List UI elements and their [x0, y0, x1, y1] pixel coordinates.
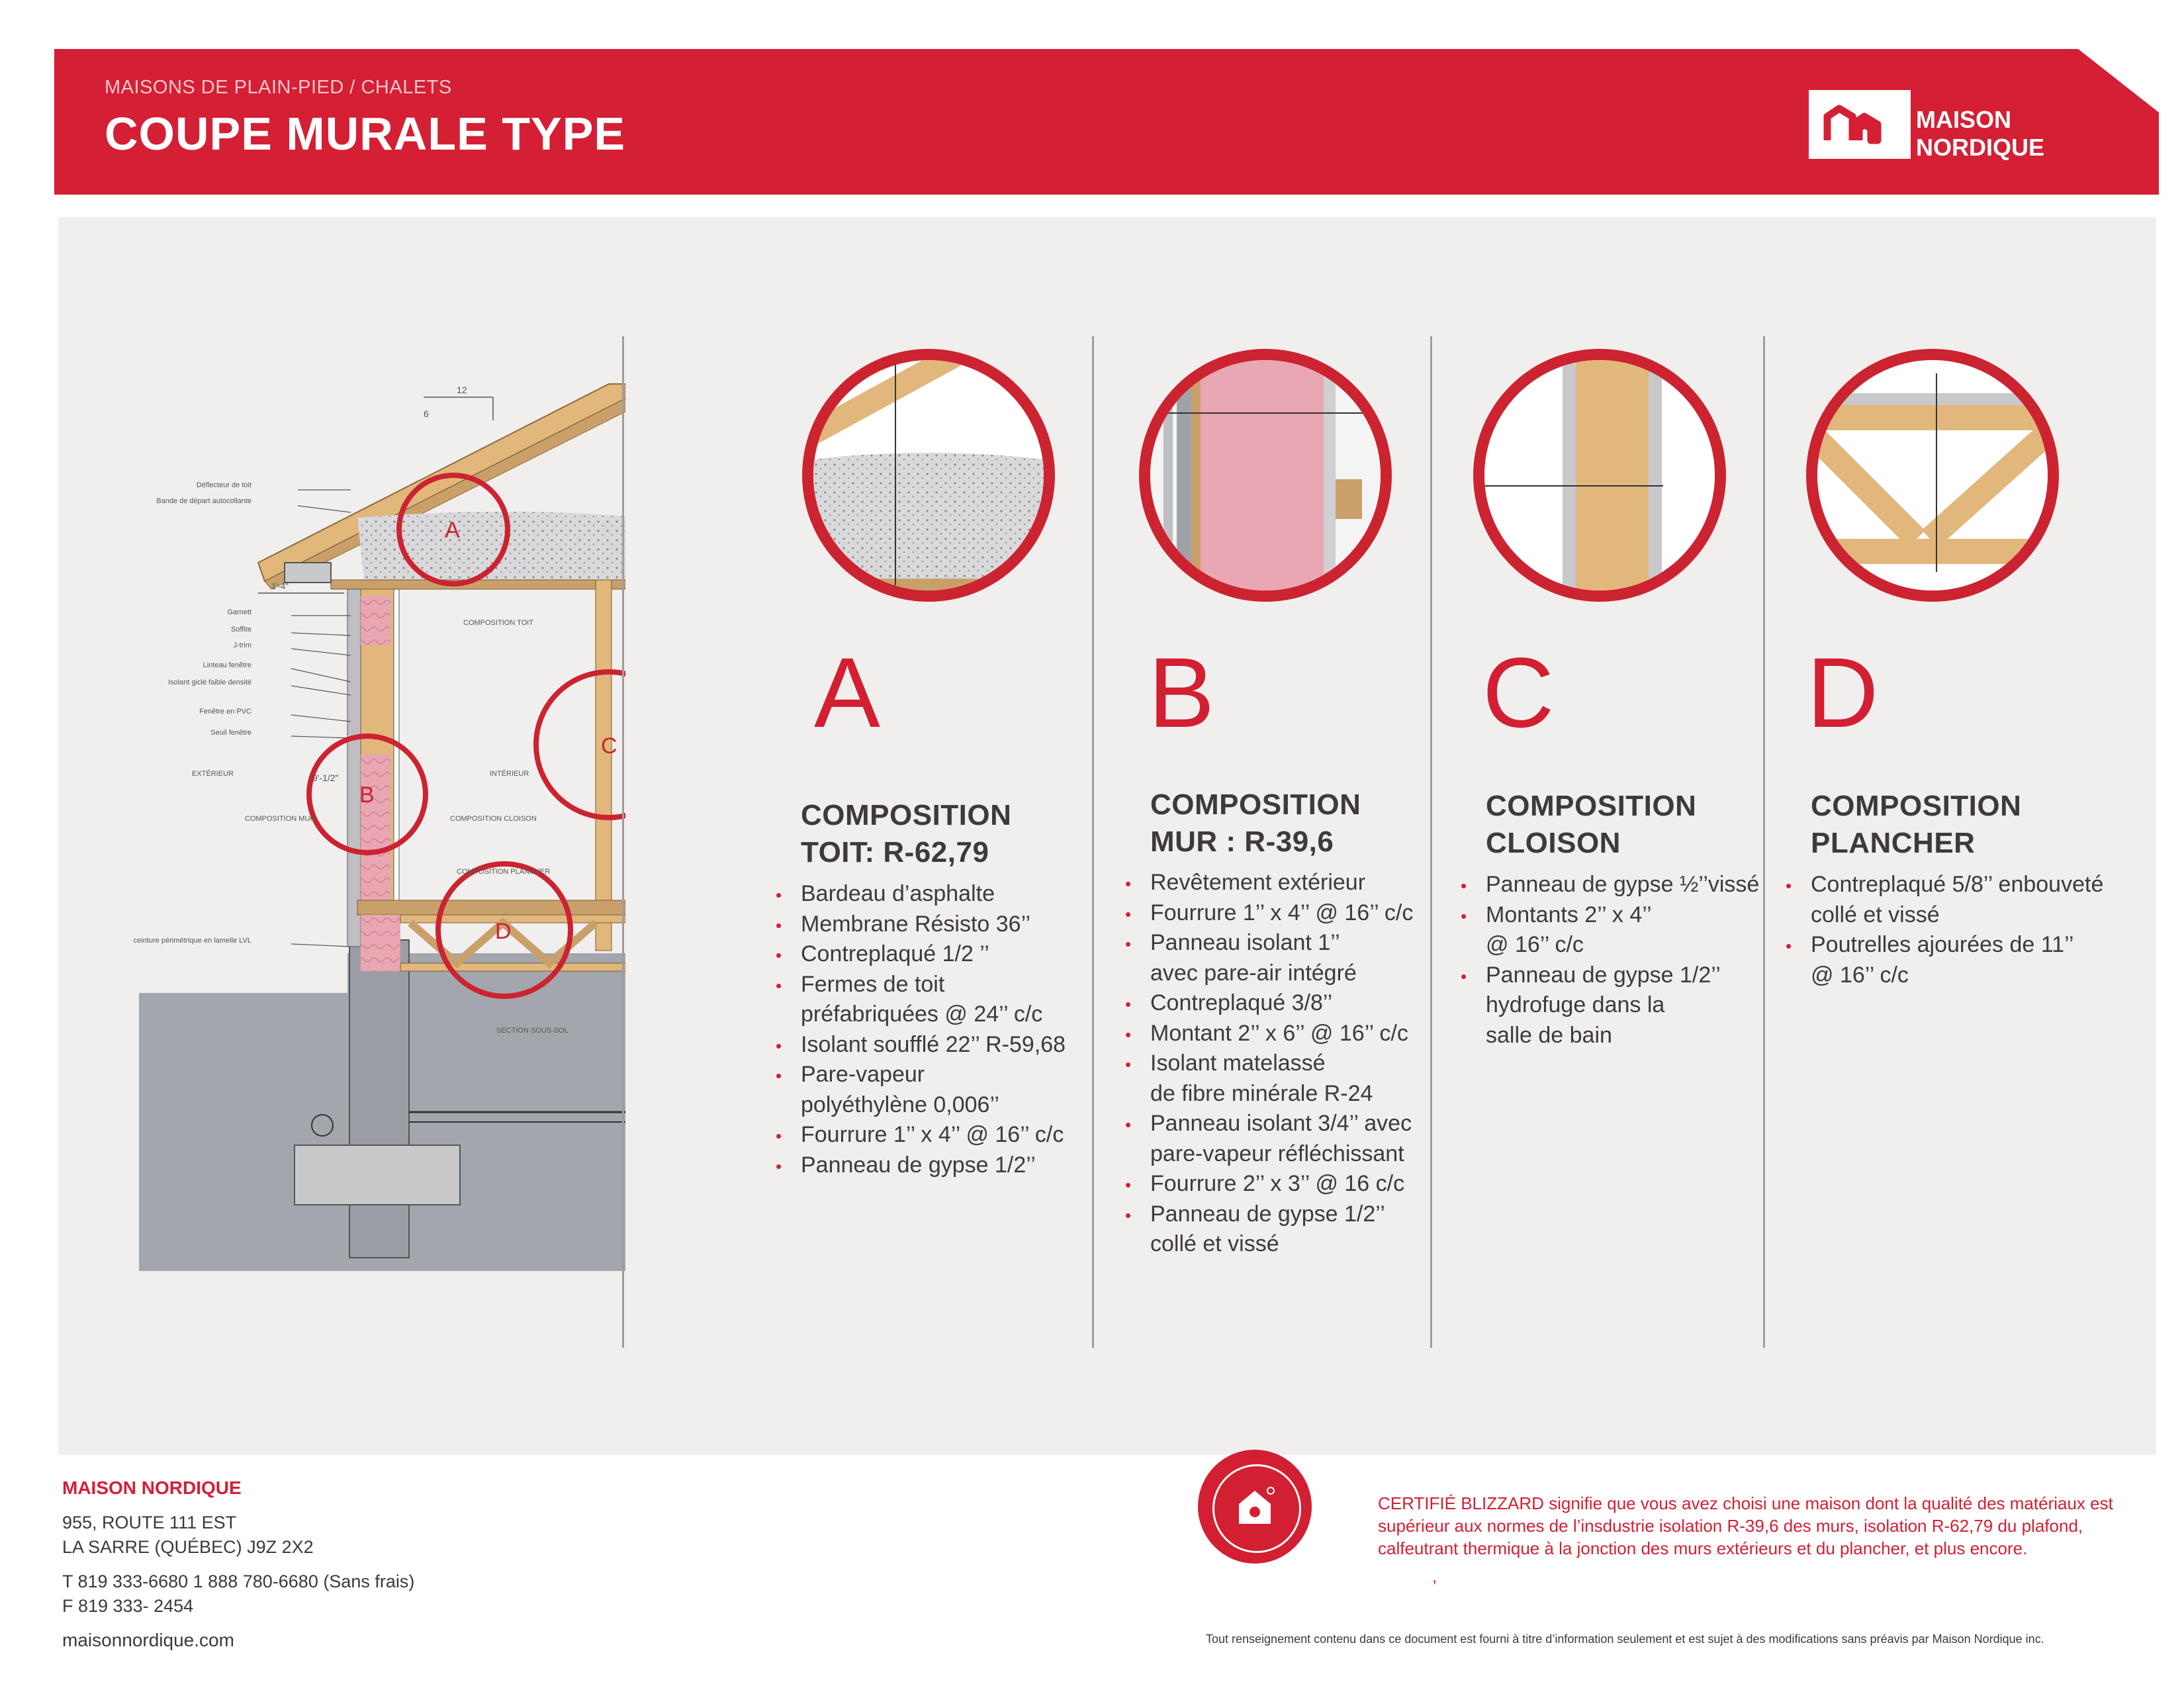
- page-title: COUPE MURALE TYPE: [105, 108, 626, 160]
- section-letter-a: A: [814, 637, 881, 748]
- detail-circle-partition: [1473, 349, 1726, 602]
- callout-label-6: Linteau fenêtre: [203, 661, 251, 669]
- list-item: • Fourrure 1’’ x 4’’ @ 16’’ c/c: [1150, 898, 1428, 929]
- blizzard-certified-seal-icon: [1198, 1450, 1312, 1564]
- divider-3: [1430, 336, 1432, 1348]
- list-item: • Poutrelles ajourées de 11’’ @ 16’’ c/c: [1811, 930, 2142, 990]
- list-item: • Isolant matelassé de fibre minérale R-24: [1150, 1049, 1428, 1109]
- label-composition-toit: COMPOSITION TOIT: [463, 619, 533, 627]
- footer-address-line-1: 955, ROUTE 111 EST: [62, 1513, 237, 1532]
- list-item: • Panneau isolant 1’’ avec pare-air intégré: [1150, 928, 1428, 988]
- brand-name: [1916, 106, 2044, 162]
- callout-label-1: Déflecteur de toit: [196, 481, 251, 489]
- detail-circle-wall: [1139, 349, 1392, 602]
- callout-label-8: Fenêtre en PVC: [199, 708, 251, 716]
- section-title-line-2: MUR : R-39,6: [1150, 825, 1334, 858]
- list-item: • Panneau isolant 3/4’’ avec pare-vapeur réfléchissant: [1150, 1109, 1428, 1169]
- section-title-line-1: COMPOSITION: [801, 799, 1012, 831]
- wall-section-drawing: [132, 371, 625, 1271]
- callout-label-3: Garnett: [227, 608, 251, 616]
- list-item: • Fourrure 2’’ x 3’’ @ 16 c/c: [1150, 1169, 1428, 1199]
- list-item: • Contreplaqué 1/2 ’’: [801, 939, 1085, 970]
- list-item: • Pare-vapeur polyéthylène 0,006’’: [801, 1060, 1085, 1120]
- list-item: • Panneau de gypse 1/2’’ collé et vissé: [1150, 1199, 1428, 1260]
- divider-4: [1763, 336, 1765, 1348]
- slope-run: 12: [457, 385, 467, 395]
- section-title-line-1: COMPOSITION: [1811, 790, 2022, 822]
- list-item: • Fourrure 1’’ x 4’’ @ 16’’ c/c: [801, 1120, 1085, 1150]
- footer-fax: F 819 333- 2454: [62, 1596, 194, 1616]
- section-title-line-1: COMPOSITION: [1150, 788, 1361, 821]
- section-title-line-1: COMPOSITION: [1486, 790, 1697, 822]
- detail-circle-floor: [1806, 349, 2059, 602]
- blizzard-certification-text: CERTIFIÉ BLIZZARD signifie que vous avez choisi une maison dont la qualité des matériaux est supérieur aux normes de l’insdustrie isolation R-39,6 des murs, isolation R-62,79 du plafond, calfeutrant thermique à la jonction des murs extérieurs et du plancher, et plus encore.: [1378, 1493, 2113, 1558]
- partition-composition-list: [1486, 870, 1764, 1051]
- list-item: • Contreplaqué 3/8’’: [1150, 988, 1428, 1019]
- section-title-line-2: PLANCHER: [1811, 827, 1976, 859]
- header-kicker: MAISONS DE PLAIN-PIED / CHALETS: [105, 77, 452, 98]
- list-item: • Montant 2’’ x 6’’ @ 16’’ c/c: [1150, 1019, 1428, 1049]
- wall-composition-list: [1150, 868, 1428, 1260]
- section-title-partition: [1486, 788, 1696, 862]
- detail-circle-roof: [802, 349, 1055, 602]
- section-title-line-2: CLOISON: [1486, 827, 1621, 859]
- footer-company-name: MAISON NORDIQUE: [62, 1477, 242, 1498]
- list-item: • Contreplaqué 5/8’’ enbouveté collé et vissé: [1811, 870, 2142, 930]
- list-item: • Membrane Résisto 36’’: [801, 910, 1085, 940]
- brand-line-2: NORDIQUE: [1916, 134, 2045, 161]
- label-section-sous-sol: SECTION SOUS-SOL: [496, 1027, 569, 1035]
- callout-label-2: Bande de départ autocollante: [156, 497, 251, 505]
- brand-line-1: MAISON: [1916, 106, 2011, 133]
- section-title-line-2: TOIT: R-62,79: [801, 836, 989, 868]
- marker-label-b: B: [359, 782, 375, 808]
- callout-label-5: J-trim: [233, 641, 251, 649]
- overhang-dimension: 1'-4": [271, 581, 289, 591]
- list-item: • Bardeau d’asphalte: [801, 879, 1085, 910]
- section-letter-c: C: [1482, 637, 1555, 748]
- floor-composition-list: [1811, 870, 2142, 990]
- section-title-floor: [1811, 788, 2021, 862]
- label-composition-cloison: COMPOSITION CLOISON: [450, 815, 537, 823]
- label-exterieur: EXTÉRIEUR: [192, 770, 234, 778]
- callout-label-7: Isolant giclé faible densité: [168, 679, 251, 686]
- list-item: • Revêtement extérieur: [1150, 868, 1428, 898]
- wall-dimension: 9'-1/2": [312, 773, 339, 783]
- marker-label-c: C: [601, 733, 617, 759]
- label-composition-mur: COMPOSITION MUR: [245, 815, 316, 823]
- footer-disclaimer: Tout renseignement contenu dans ce document est fourni à titre d’information seulement et est sujet à des modifications sans préavis par Maison Nordique inc.: [1206, 1632, 2044, 1646]
- list-item: • Panneau de gypse ½’’vissé: [1486, 870, 1764, 900]
- callout-label-4: Soffite: [231, 626, 251, 633]
- section-title-wall: [1150, 786, 1361, 861]
- footer-phone: T 819 333-6680 1 888 780-6680 (Sans frais): [62, 1571, 415, 1591]
- list-item: • Fermes de toit préfabriquées @ 24’’ c/c: [801, 970, 1085, 1030]
- label-interieur: INTÉRIEUR: [490, 770, 529, 778]
- section-title-roof: [801, 797, 1011, 871]
- list-item: • Panneau de gypse 1/2’’ hydrofuge dans la salle de bain: [1486, 961, 1764, 1051]
- footer-address-line-2: LA SARRE (QUÉBEC) J9Z 2X2: [62, 1537, 314, 1557]
- section-letter-d: D: [1807, 637, 1879, 748]
- slope-rise: 6: [424, 408, 429, 419]
- footer-website-link[interactable]: maisonnordique.com: [62, 1630, 234, 1650]
- callout-label-9: Seuil fenêtre: [210, 729, 251, 737]
- list-item: • Montants 2’’ x 4’’ @ 16’’ c/c: [1486, 900, 1764, 961]
- marker-label-d: D: [495, 919, 512, 944]
- roof-composition-list: [801, 879, 1085, 1180]
- brand-logo-icon: [1809, 90, 1911, 159]
- certification-tail-mark: ,: [1432, 1566, 1437, 1586]
- section-letter-b: B: [1148, 637, 1215, 748]
- callout-label-10: ceinture périmétrique en lamelle LVL: [133, 937, 251, 945]
- divider-1: [622, 336, 624, 1348]
- list-item: • Isolant soufflé 22’’ R-59,68: [801, 1030, 1085, 1060]
- label-composition-plancher: COMPOSITION PLANCHER: [457, 868, 551, 876]
- list-item: • Panneau de gypse 1/2’’: [801, 1150, 1085, 1181]
- marker-label-a: A: [445, 518, 460, 543]
- divider-2: [1092, 336, 1094, 1348]
